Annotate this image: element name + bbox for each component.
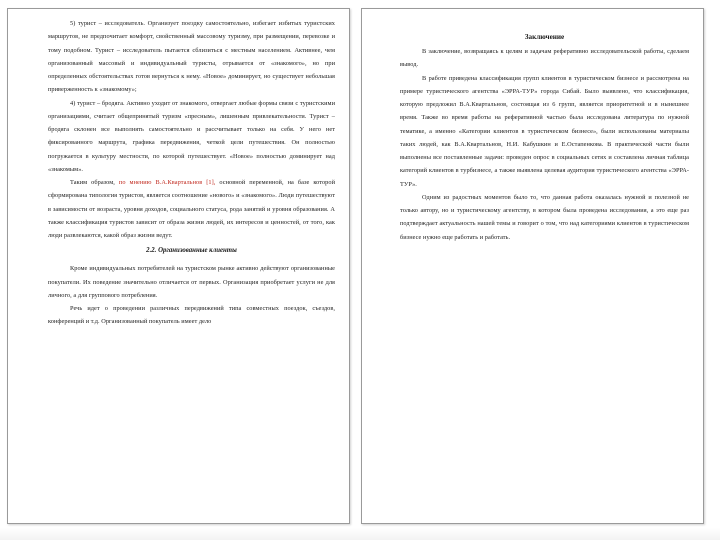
summary-body-text: основной переменной, на базе которой сформирована типология туристов, является соотношение «нового» и «знакомого». Люди путешествуют в зависимости от возраста, уровня доходов, социального статуса, рода занятий и уровня образования. А также классификация туристов зависит от образа жизни людей, их интересов и ценностей, от того, как люди развлекаются, какой образ жизни ведут. — [48, 179, 335, 239]
bottom-shadow — [0, 528, 720, 540]
citation-marker: [1], — [206, 179, 216, 186]
paragraph-conclusion-outcome: Одним из радостных моментов было то, что данная работа оказалась нужной и полезной не только автору, но и туристическому агентству, в котором была проведена исследования, а это еще раз подтверждает актуальность нашей темы и говорит о том, что над категориями клиентов в туристическом бизнесе нужно еще работать и работать. — [400, 193, 689, 241]
highlighted-author-reference: по мнению В.А.Квартальнов — [118, 179, 203, 186]
paragraph-tourist-explorer: 5) турист – исследователь. Организует поездку самостоятельно, избегает избитых туристских маршрутов, не предпочитает комфорт, свойственный массовому туризму, при размещении, перевозке и тому подобном. Турист – исследователь пытается сблизиться с местным населением. Активнее, чем организованный массовый и индивидуальный туристы, отрывается от «знакомого», но при определенных обстоятельствах готов вернуться к нему. «Новое» доминирует, но существует небольшая приверженность к «знакомому»; — [48, 20, 335, 94]
paragraph-tourist-wanderer: 4) турист – бродяга. Активно уходит от знакомого, отвергает любые формы связи с туристскими организациями, считает общепринятый туризм «пресным», лишенным привлекательности. Турист – бродяга склонен все выполнять самостоятельно и рассчитывает только на себя. У него нет фиксированного маршрута, графика передвижения, четкой цели путешествия. Он полностью погружается в культуру местности, по которой путешествует. «Новое» полностью доминирует над «знакомым». — [48, 99, 335, 173]
paragraph-conclusion-findings: В работе приведена классификация групп клиентов в туристическом бизнесе и рассмотрена на примере туристического агентства «ЭРРА-ТУР» города Сибай. Было выявлено, что классификация, которую предложил В.А.Квартальнов, состоящая из 6 групп, является приоритетной и в нынешнее время. Также во время работы на реферативной частью была исследована литература по нужной тематике, а именно «Категории клиентов в туристическом бизнесе», были использованы материалы таких людей, как В.А.Квартальнов, Н.И. Кабушкин и Е.Остапенкова. В практической части были выполнены все поставленные задачи: проведен опрос в социальных сетях и составлена личная таблица категорий клиентов в турбизнесе, а также выявлена целевая аудитория туристического агентства «ЭРРА-ТУР». — [400, 74, 689, 188]
section-heading: 2.2. Организованные клиенты — [146, 247, 237, 255]
paragraph-organized-buyers: Кроме индивидуальных потребителей на туристском рынке активно действуют организованные покупатели. Их поведение значительно отличается от первых. Организация приобретает услуги не для личного, а для группового потребления. — [48, 265, 335, 299]
conclusion-title: Заключение — [524, 33, 565, 41]
paragraph-group-trips: Речь идет о проведении различных передвижений типа совместных поездок, съездов, конференций и т.д. Организованный покупатель имеет дело — [48, 305, 335, 326]
document-page-right — [361, 8, 704, 524]
page-right-text — [400, 29, 689, 244]
document-page-left — [7, 8, 350, 524]
paragraph-typology-summary — [48, 176, 335, 242]
summary-lead-text: Таким образом, — [70, 179, 115, 186]
paragraph-conclusion-intro: В заключение, возвращаясь к целям и задачам реферативно исследовательской работы, сделаем вывод. — [400, 48, 689, 69]
page-left-text — [48, 17, 335, 329]
